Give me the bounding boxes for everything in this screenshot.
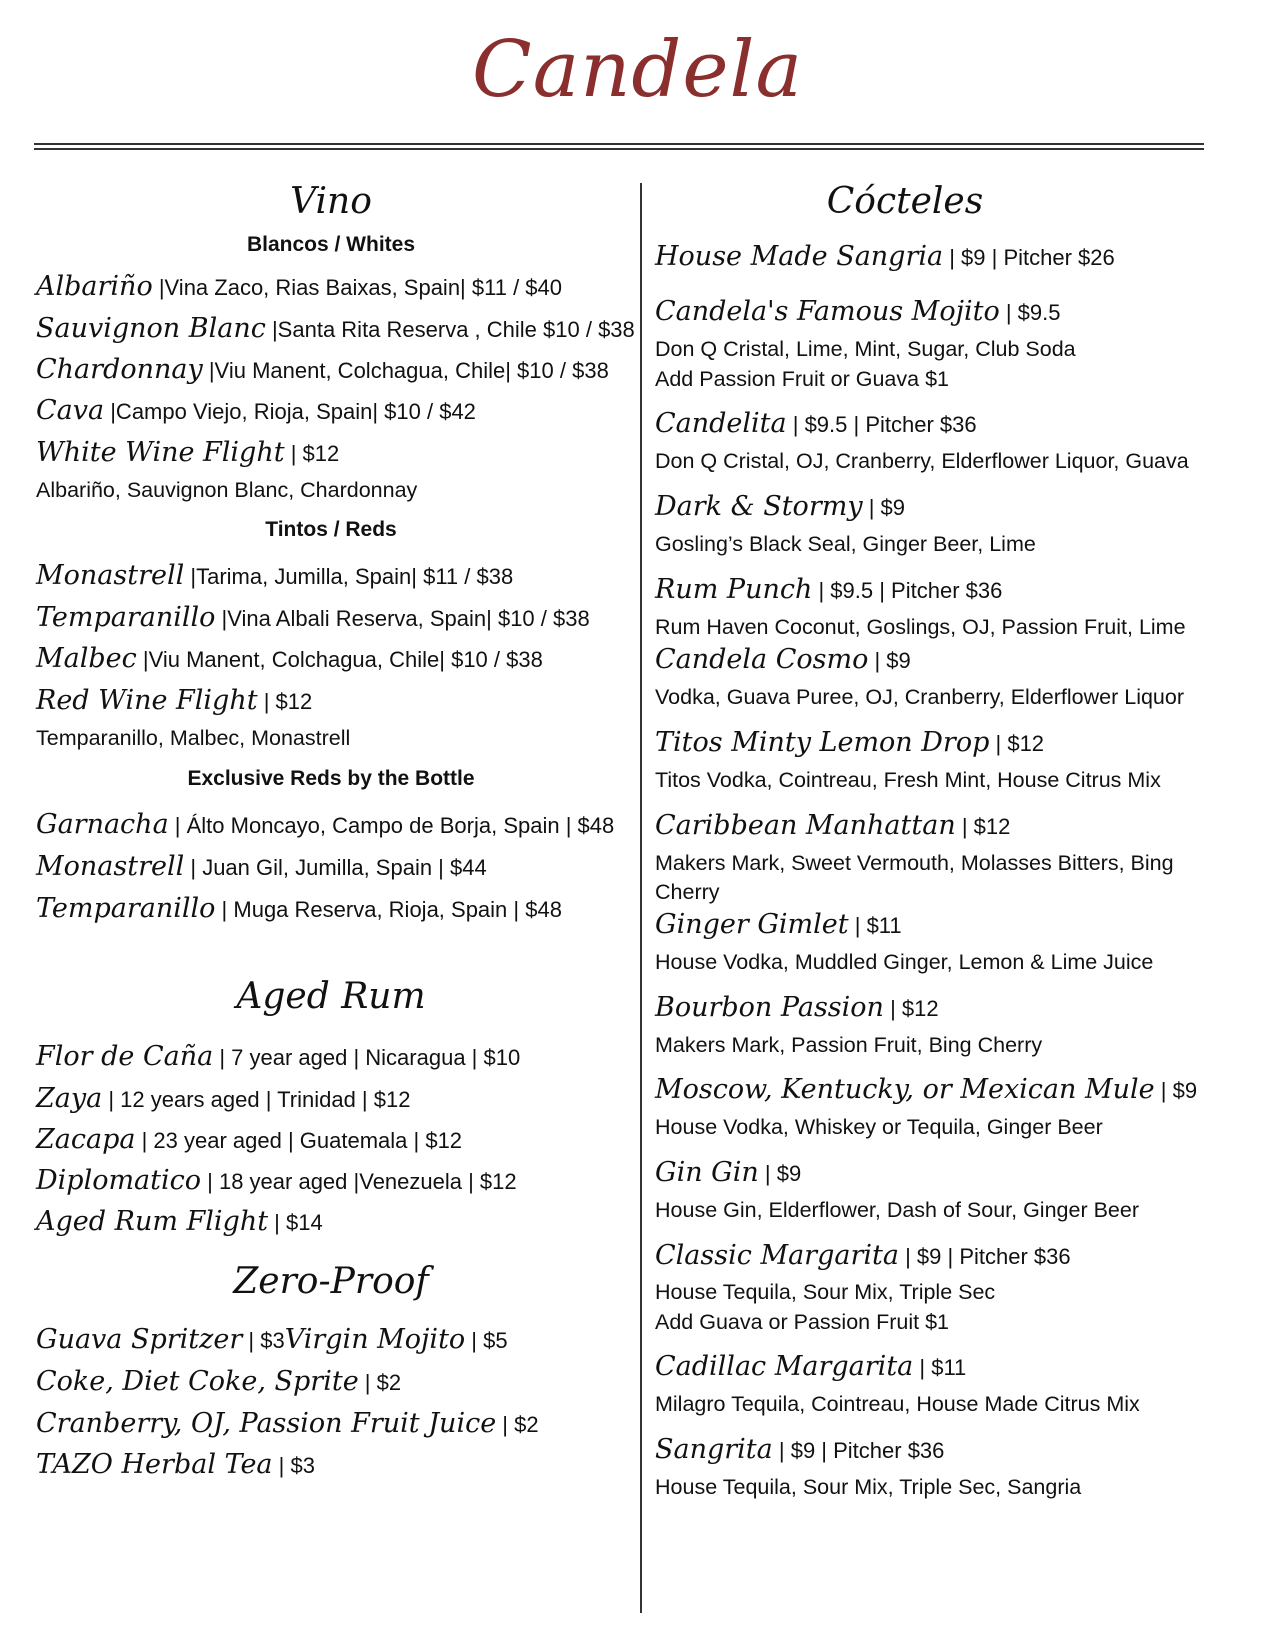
item-description: Milagro Tequila, Cointreau, House Made Citrus Mix: [655, 1392, 1140, 1416]
menu-item: Caribbean Manhattan | $12: [655, 810, 1011, 841]
menu-item: Cava |Campo Viejo, Rioja, Spain| $10 / $42: [36, 395, 476, 426]
menu-item: Guava Spritzer | $3Virgin Mojito | $5: [36, 1324, 508, 1355]
item-description: Gosling’s Black Seal, Ginger Beer, Lime: [655, 532, 1036, 556]
menu-item: Dark & Stormy | $9: [655, 491, 905, 522]
aged-rum-title: Aged Rum: [236, 976, 426, 1017]
menu-item: Garnacha | Álto Moncayo, Campo de Borja, Spain | $48: [36, 809, 615, 840]
item-description: Makers Mark, Passion Fruit, Bing Cherry: [655, 1033, 1043, 1057]
item-description: House Vodka, Whiskey or Tequila, Ginger Beer: [655, 1115, 1103, 1139]
exclusive-heading: Exclusive Reds by the Bottle: [187, 767, 475, 790]
item-description: Don Q Cristal, OJ, Cranberry, Elderflower Liquor, Guava: [655, 449, 1189, 473]
menu-item: TAZO Herbal Tea | $3: [36, 1449, 315, 1480]
item-description: Don Q Cristal, Lime, Mint, Sugar, Club Soda: [655, 337, 1076, 361]
menu-item: Flor de Caña | 7 year aged | Nicaragua | $10: [36, 1041, 521, 1072]
menu-item: Diplomatico | 18 year aged |Venezuela | $12: [36, 1165, 517, 1196]
item-description: Makers Mark, Sweet Vermouth, Molasses Bitters, Bing: [655, 851, 1174, 875]
header-rule-1: [34, 143, 1204, 145]
column-divider: [640, 183, 642, 1613]
menu-item: Bourbon Passion | $12: [655, 992, 939, 1023]
menu-item: Monastrell |Tarima, Jumilla, Spain| $11 / $38: [36, 560, 514, 591]
item-description: Vodka, Guava Puree, OJ, Cranberry, Elderflower Liquor: [655, 685, 1184, 709]
menu-item: Ginger Gimlet | $11: [655, 909, 902, 940]
item-description: Rum Haven Coconut, Goslings, OJ, Passion Fruit, Lime: [655, 615, 1186, 639]
item-description: Albariño, Sauvignon Blanc, Chardonnay: [36, 478, 418, 502]
menu-item: Candela's Famous Mojito | $9.5: [655, 296, 1061, 327]
vino-title: Vino: [290, 181, 372, 222]
menu-item: Coke, Diet Coke, Sprite | $2: [36, 1366, 402, 1397]
menu-title: Candela: [472, 25, 803, 115]
menu-item: Red Wine Flight | $12: [36, 685, 313, 716]
menu-item: Candela Cosmo | $9: [655, 644, 911, 675]
menu-item: House Made Sangria | $9 | Pitcher $26: [655, 241, 1115, 272]
menu-item: Classic Margarita | $9 | Pitcher $36: [655, 1240, 1071, 1271]
item-description: House Tequila, Sour Mix, Triple Sec: [655, 1280, 996, 1304]
menu-item: Temparanillo |Vina Albali Reserva, Spain| $10 / $38: [36, 602, 590, 633]
menu-item: Cadillac Margarita | $11: [655, 1351, 967, 1382]
menu-item: Monastrell | Juan Gil, Jumilla, Spain | $44: [36, 851, 487, 882]
menu-item: Sauvignon Blanc |Santa Rita Reserva , Chile $10 / $38: [36, 313, 635, 344]
menu-item: Zacapa | 23 year aged | Guatemala | $12: [36, 1124, 463, 1155]
zero-proof-title: Zero-Proof: [233, 1261, 429, 1302]
item-description: Add Guava or Passion Fruit $1: [655, 1310, 949, 1334]
header-rule-2: [34, 148, 1204, 150]
cocteles-title: Cócteles: [826, 181, 984, 222]
menu-item: Moscow, Kentucky, or Mexican Mule | $9: [655, 1074, 1198, 1105]
menu-item: Albariño |Vina Zaco, Rias Baixas, Spain| $11 / $40: [36, 271, 563, 302]
menu-item: Titos Minty Lemon Drop | $12: [655, 727, 1045, 758]
item-description: Cherry: [655, 880, 720, 904]
menu-item: White Wine Flight | $12: [36, 437, 340, 468]
menu-item: Temparanillo | Muga Reserva, Rioja, Spain | $48: [36, 893, 562, 924]
item-description: Titos Vodka, Cointreau, Fresh Mint, House Citrus Mix: [655, 768, 1161, 792]
menu-item: Aged Rum Flight | $14: [36, 1206, 323, 1237]
item-description: House Gin, Elderflower, Dash of Sour, Ginger Beer: [655, 1198, 1139, 1222]
whites-heading: Blancos / Whites: [246, 233, 416, 256]
menu-item: Candelita | $9.5 | Pitcher $36: [655, 408, 977, 439]
menu-item: Malbec |Viu Manent, Colchagua, Chile| $10 / $38: [36, 643, 543, 674]
item-description: Temparanillo, Malbec, Monastrell: [36, 726, 351, 750]
menu-item: Sangrita | $9 | Pitcher $36: [655, 1434, 945, 1465]
menu-item: Rum Punch | $9.5 | Pitcher $36: [655, 574, 1003, 605]
item-description: Add Passion Fruit or Guava $1: [655, 367, 949, 391]
reds-heading: Tintos / Reds: [265, 518, 397, 541]
menu-item: Cranberry, OJ, Passion Fruit Juice | $2: [36, 1408, 539, 1439]
item-description: House Vodka, Muddled Ginger, Lemon & Lime Juice: [655, 950, 1154, 974]
item-description: House Tequila, Sour Mix, Triple Sec, Sangria: [655, 1475, 1082, 1499]
menu-item: Gin Gin | $9: [655, 1157, 802, 1188]
menu-item: Zaya | 12 years aged | Trinidad | $12: [36, 1083, 411, 1114]
menu-item: Chardonnay |Viu Manent, Colchagua, Chile| $10 / $38: [36, 354, 609, 385]
